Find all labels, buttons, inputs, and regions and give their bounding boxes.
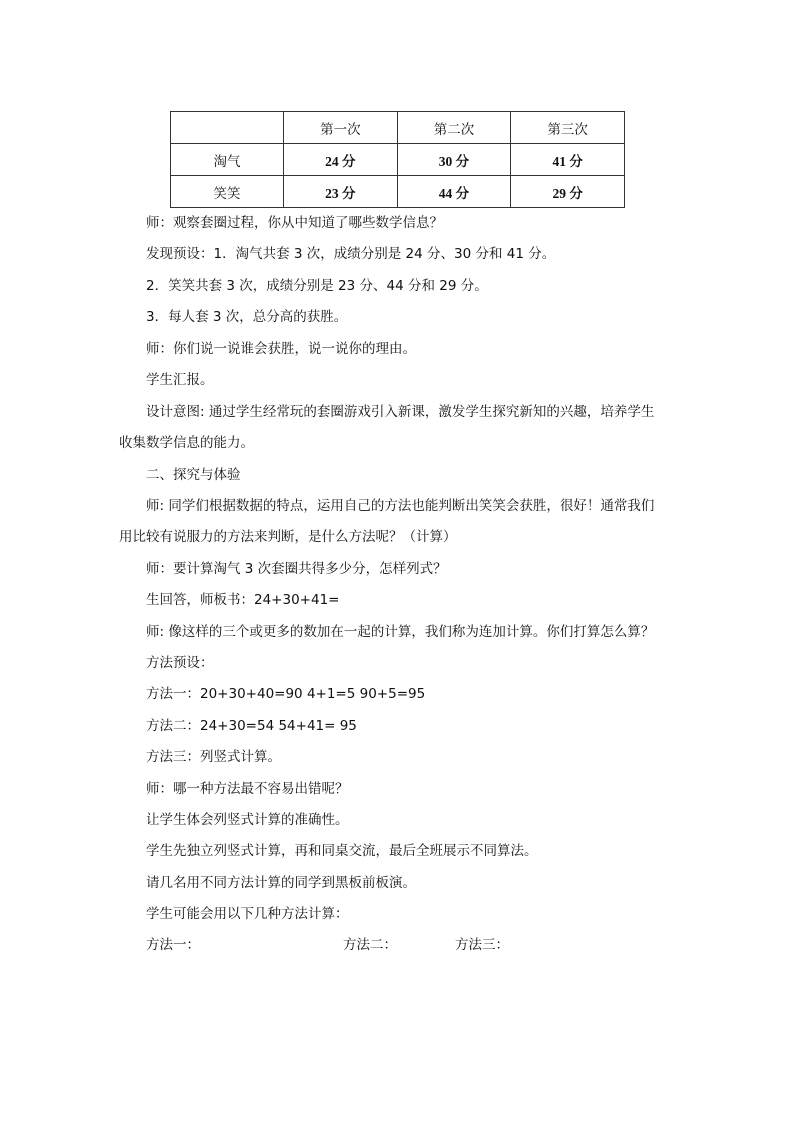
text-line: 方法三：列竖式计算。 — [146, 749, 281, 765]
text-line: 3．每人套 3 次，总分高的获胜。 — [146, 309, 348, 325]
text-line: 请几名用不同方法计算的同学到黑板前板演。 — [146, 875, 416, 891]
text-line: 方法二：24+30=54 54+41= 95 — [146, 718, 357, 734]
text-line: 学生汇报。 — [146, 372, 214, 388]
score-cell: 23 分 — [284, 176, 398, 208]
table-header-cell — [171, 112, 284, 144]
text-line: 学生先独立列竖式计算，再和同桌交流，最后全班展示不同算法。 — [146, 843, 538, 859]
table-row — [171, 144, 625, 176]
text-line: 收集数学信息的能力。 — [119, 435, 254, 451]
method-label: 方法三： — [455, 937, 509, 953]
text-line: 学生可能会用以下几种方法计算： — [146, 906, 349, 922]
text-line: 师: 同学们根据数据的特点，运用自己的方法也能判断出笑笑会获胜，很好！通常我们 — [146, 498, 655, 514]
section-heading: 二、探究与体验 — [146, 467, 241, 483]
score-table — [170, 111, 625, 208]
text-line: 师：哪一种方法最不容易出错呢？ — [146, 781, 349, 797]
table-header-cell: 第一次 — [284, 112, 398, 144]
score-cell: 29 分 — [511, 176, 625, 208]
table-header-cell: 第三次 — [511, 112, 625, 144]
text-line: 设计意图: 通过学生经常玩的套圈游戏引入新课，激发学生探究新知的兴趣，培养学生 — [146, 404, 655, 420]
method-label: 方法二： — [343, 937, 397, 953]
score-cell: 24 分 — [284, 144, 398, 176]
text-line: 方法一：20+30+40=90 4+1=5 90+5=95 — [146, 686, 426, 702]
score-cell: 41 分 — [511, 144, 625, 176]
method-label: 方法一： — [146, 937, 200, 953]
table-header-row — [171, 112, 625, 144]
text-line: 用比较有说服力的方法来判断，是什么方法呢？（计算） — [119, 529, 457, 545]
row-name-cell: 淘气 — [171, 144, 284, 176]
score-cell: 44 分 — [397, 176, 511, 208]
score-cell: 30 分 — [397, 144, 511, 176]
row-name-cell: 笑笑 — [171, 176, 284, 208]
text-line: 2．笑笑共套 3 次，成绩分别是 23 分、44 分和 29 分。 — [146, 278, 488, 294]
table-row — [171, 176, 625, 208]
text-line: 师: 像这样的三个或更多的数加在一起的计算，我们称为连加计算。你们打算怎么算？ — [146, 624, 655, 640]
text-line: 方法预设： — [146, 655, 214, 671]
text-line: 生回答，师板书：24+30+41= — [146, 592, 340, 608]
text-line: 师：你们说一说谁会获胜，说一说你的理由。 — [146, 341, 416, 357]
text-line: 师：要计算淘气 3 次套圈共得多少分，怎样列式？ — [146, 561, 447, 577]
text-line: 发现预设：1．淘气共套 3 次，成绩分别是 24 分、30 分和 41 分。 — [146, 246, 556, 262]
table-header-cell: 第二次 — [397, 112, 511, 144]
text-line: 让学生体会列竖式计算的准确性。 — [146, 812, 349, 828]
text-line: 师：观察套圈过程，你从中知道了哪些数学信息？ — [146, 215, 443, 231]
